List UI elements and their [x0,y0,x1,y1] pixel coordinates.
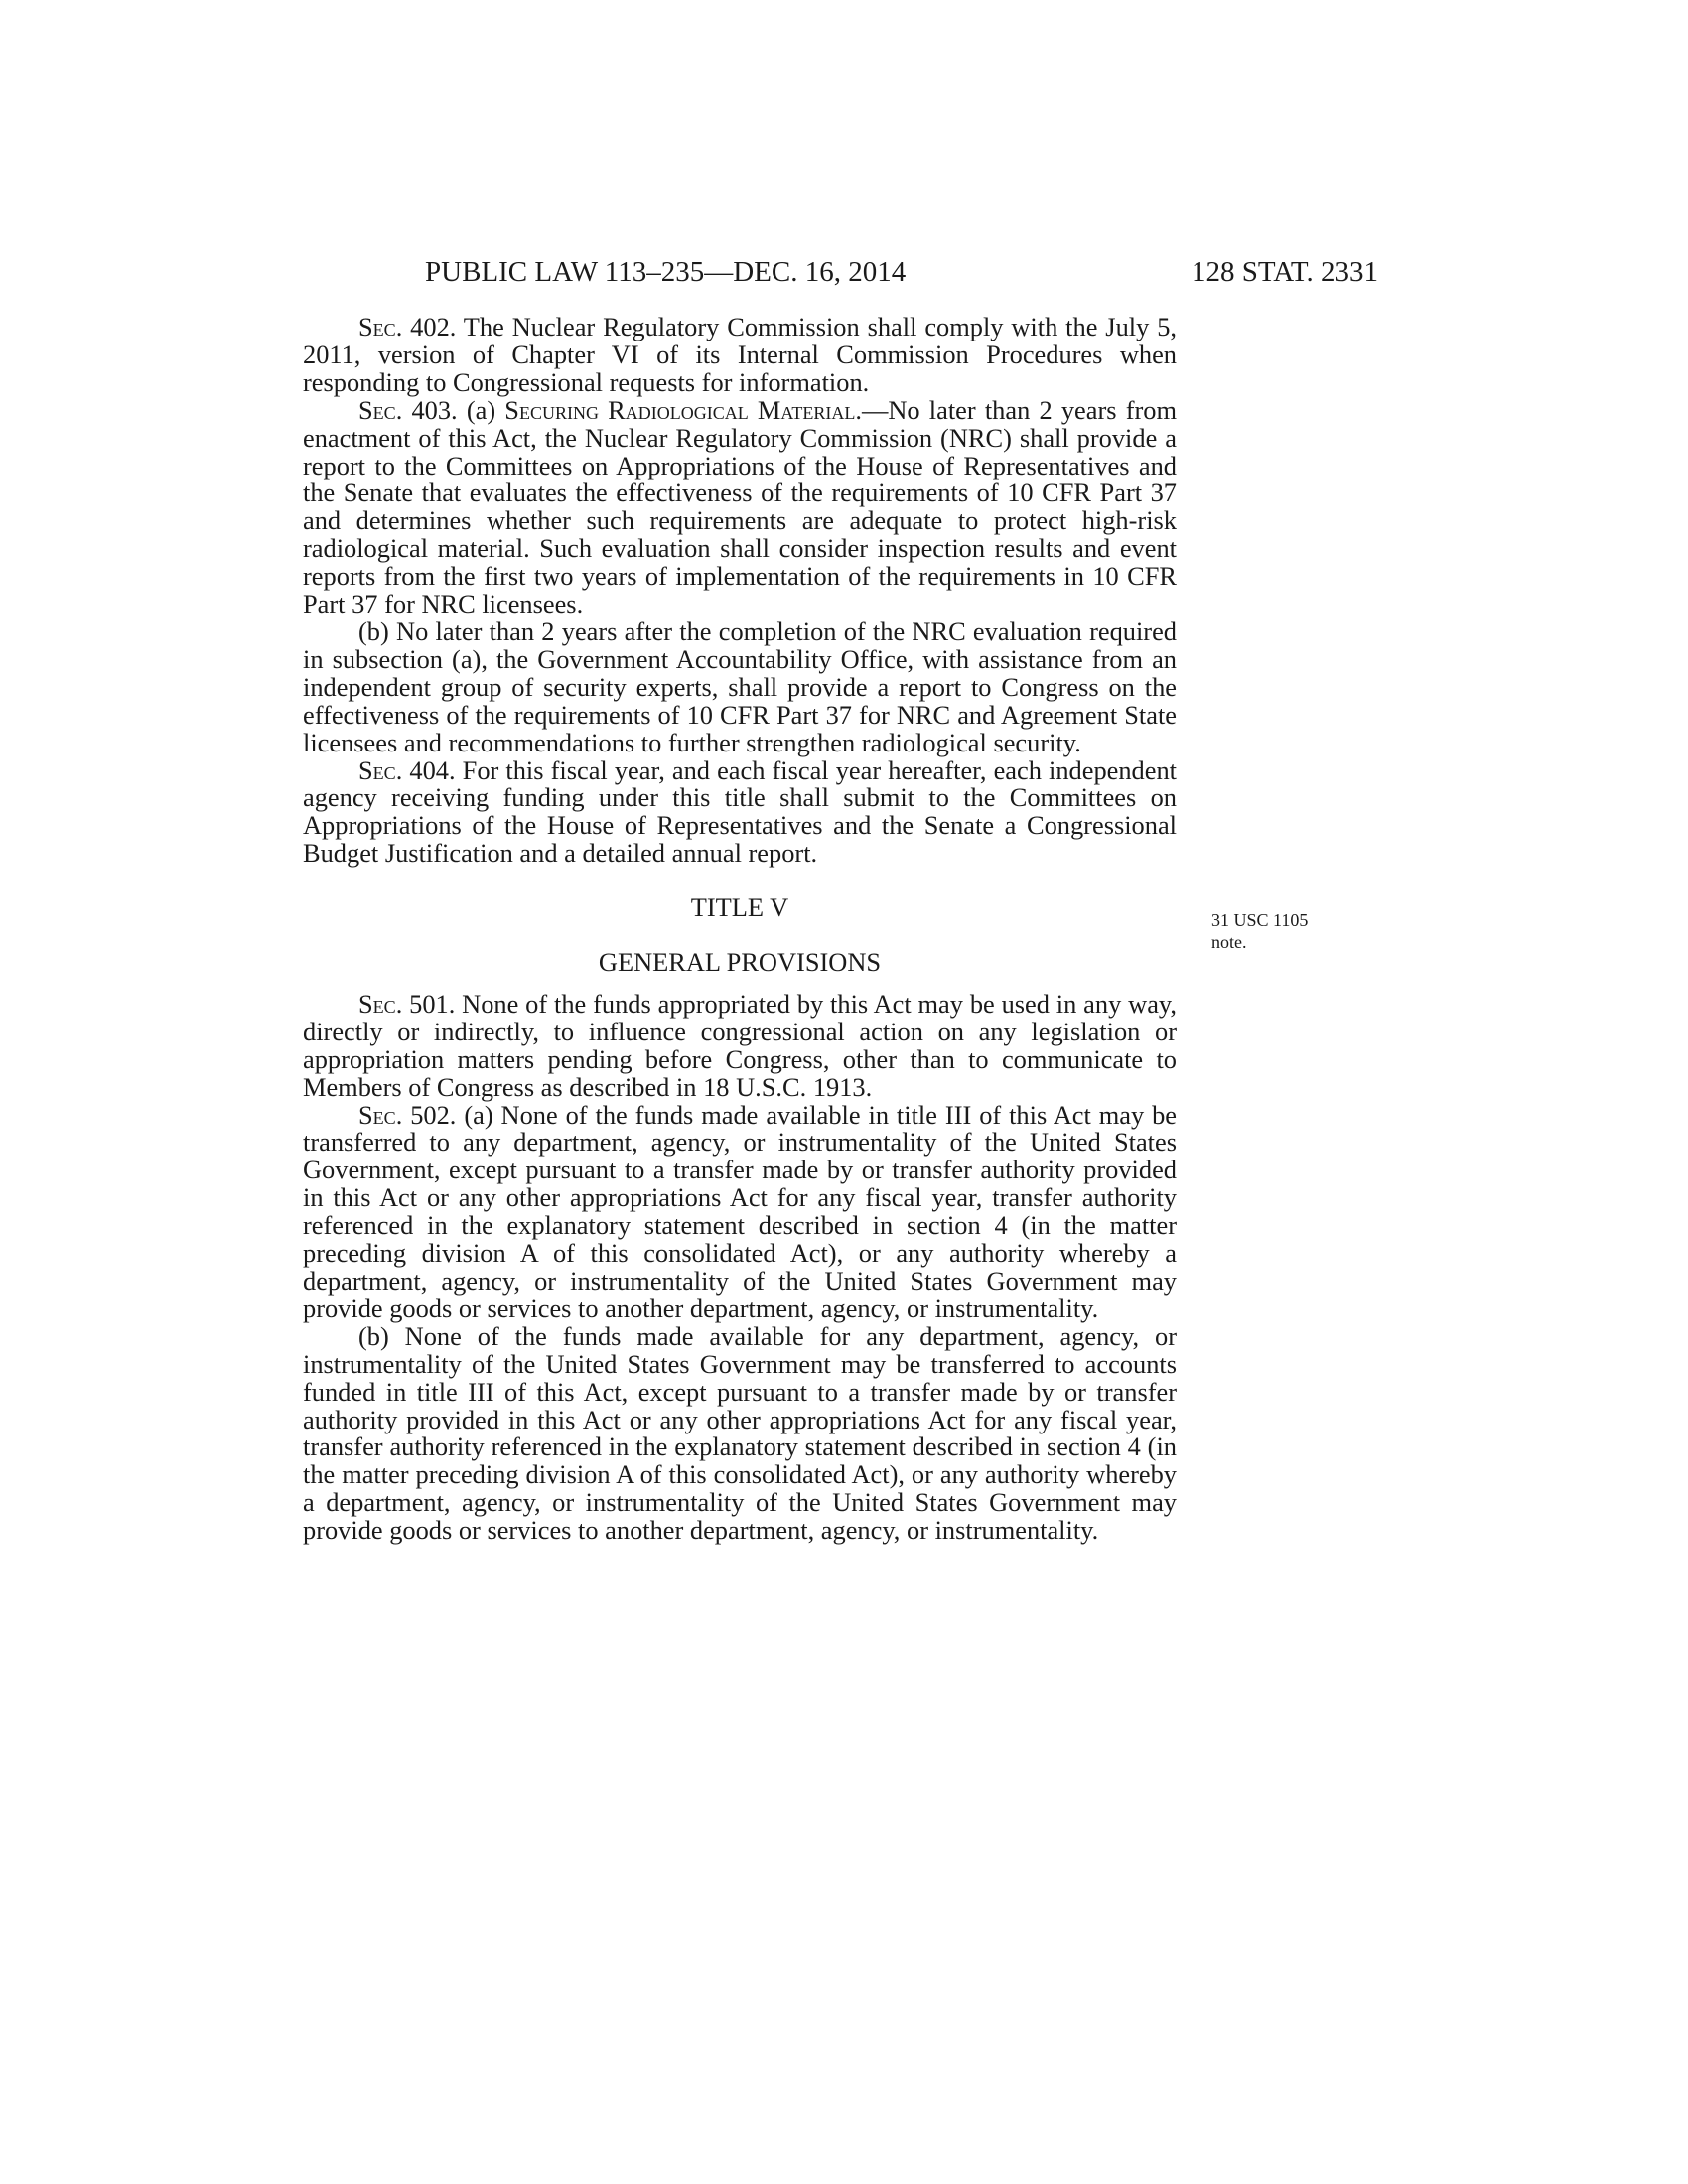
running-head-title: PUBLIC LAW 113–235—DEC. 16, 2014 [425,256,907,288]
section-502b-text: (b) None of the funds made available for any department, agency, or instrumentality of the United States Government may be transferred to accounts funded in title III of this Act, except pursuant to a transfer made by or transfer authority provided in this Act or any other appropriations Act for any fiscal year, transfer authority referenced in the explanatory statement described in section 4 (in the matter preceding division A of this consolidated Act), or any authority whereby a department, agency, or instrumentality of the United States Government may provide goods or services to another department, agency, or instrumentality. [303,1320,1177,1546]
section-501-text: . 501. None of the funds appropriated by this Act may be used in any way, directly or indirectly, to influence congressional action on any legislation or appropriation matters pending before Congress, other than to communicate to Members of Congress as described in 18 U.S.C. 1913. [303,988,1177,1102]
section-502b [303,1320,1177,1546]
sec-label: Sec [358,988,396,1019]
title-v-heading: TITLE V [690,892,789,923]
section-402 [303,314,1177,397]
document-body [303,314,1177,1545]
sec-label: Sec [358,312,396,341]
section-404-text: . 404. For this fiscal year, and each fiscal year hereafter, each independent agency receiving funding under this title shall submit to the Committees on Appropriations of the House of Representatives and the Senate a Congressional Budget Justification and a detailed annual report. [303,754,1177,869]
sec-label: Sec [358,394,396,425]
section-402-text: . 402. The Nuclear Regulatory Commission shall comply with the July 5, 2011, version of Chapter VI of its Internal Commission Procedures when responding to Congressional requests for information. [303,312,1177,397]
page-stat-number: 128 STAT. 2331 [1191,256,1378,288]
section-502a [303,1099,1177,1323]
section-403a-text: .—No later than 2 years from enactment of this Act, the Nuclear Regulatory Commission (NRC) shall provide a report to the Committees on Appropriations of the House of Representatives and the Senate that evaluates the effectiveness of the requirements of 10 CFR Part 37 and determines whether such requirements are adequate to protect high-risk radiological material. Such evaluation shall consider inspection results and event reports from the first two years of implementation of the requirements in 10 CFR Part 37 for NRC licensees. [303,394,1177,619]
section-404 [303,754,1177,869]
margin-note [1211,909,1360,953]
margin-note-citation: 31 USC 1105 [1211,910,1309,930]
section-403b [303,615,1177,757]
section-403a-number: . 403. (a) [395,394,505,425]
sec-label: Sec [358,1099,396,1130]
section-501 [303,988,1177,1102]
section-502a-text: . 502. (a) None of the funds made available in title III of this Act may be transferred to any department, agency, or instrumentality of the United States Government, except pursuant to a transfer made by or transfer authority provided in this Act or any other appropriations Act for any fiscal year, transfer authority referenced in the explanatory statement described in section 4 (in the matter preceding division A of this consolidated Act), or any authority whereby a department, agency, or instrumentality of the United States Government may provide goods or services to another department, agency, or instrumentality. [303,1099,1177,1323]
general-provisions-heading: GENERAL PROVISIONS [598,947,882,978]
section-403a [303,394,1177,619]
section-403b-text: (b) No later than 2 years after the completion of the NRC evaluation required in subsection (a), the Government Accountability Office, with assistance from an independent group of security experts, shall provide a report to Congress on the effectiveness of the requirements of 10 CFR Part 37 for NRC and Agreement State licensees and recommendations to further strengthen radiological security. [303,615,1177,757]
section-403a-heading: Securing Radiological Material [504,394,856,425]
margin-note-suffix: note. [1211,932,1247,952]
running-head [425,252,1378,292]
sec-label: Sec [358,754,396,785]
